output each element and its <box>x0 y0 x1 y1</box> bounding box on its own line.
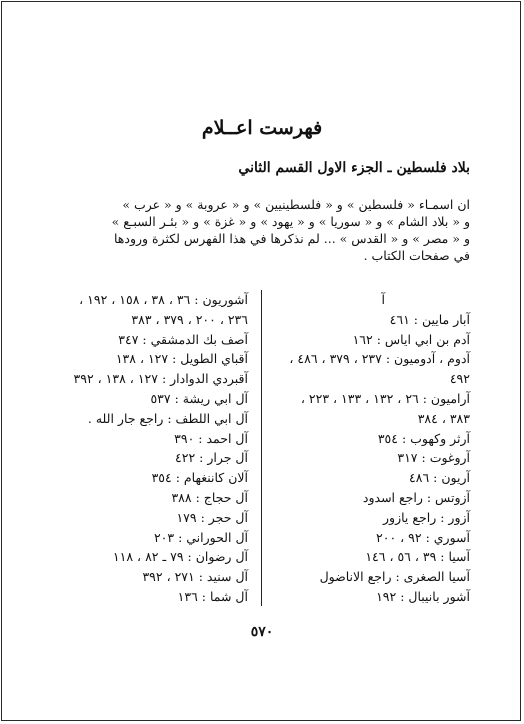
intro-line: و « بلاد الشام » و « سوريا » و « يهود » و « غزة » و « بئـر السبـع » <box>111 214 470 229</box>
index-entry: آل رضوان : ٧٩ ـ ٨٢ ، ١١٨ <box>112 549 248 565</box>
page-number: ٥٧٠ <box>250 624 274 640</box>
index-entry: آشور بانيبال : ١٩٢ <box>376 588 470 604</box>
index-entry: آدوم ، آدوميون : ٢٣٧ ، ٣٧٩ ، ٤٨٦ ، <box>289 351 470 367</box>
index-entry: ٤٩٢ <box>449 371 470 387</box>
index-entry: آريون : ٤٨٦ <box>409 470 470 486</box>
index-entry: آل احمد : ٣٩٠ <box>174 430 248 446</box>
index-entry: آروغوت : ٣١٧ <box>397 450 470 466</box>
index-entry: آل سنيد : ٢٧١ ، ٣٩٢ <box>142 569 248 585</box>
index-entry: ٣٨٣ ، ٣٨٤ <box>417 410 470 426</box>
index-entry: آبار مايين : ٤٦١ <box>389 311 470 327</box>
index-entry: آل الحوراني : ٢٠٣ <box>153 529 248 545</box>
index-entry: آرثر وكهوب : ٣٥٤ <box>377 430 470 446</box>
index-entry: آسوري : ٩٢ ، ٢٠٠ <box>376 529 470 545</box>
index-column-right <box>270 290 470 607</box>
index-entry: آلان كاننغهام : ٣٥٤ <box>151 470 248 486</box>
page-title: فهرست اعــلام <box>201 117 323 139</box>
index-entry: آشوريون : ٣٦ ، ٣٨ ، ١٥٨ ، ١٩٢ ، <box>79 292 248 307</box>
intro-paragraph <box>54 196 470 264</box>
index-entry: آسيا : ٣٩ ، ٥٦ ، ١٤٦ <box>365 549 470 565</box>
index-entry: آقبردي الدوادار : ١٢٧ ، ١٣٨ ، ٣٩٢ <box>73 371 248 387</box>
index-entry: ٢٣٦ ، ٢٠٠ ، ٣٧٩ ، ٣٨٣ <box>131 311 248 327</box>
index-entry: آل جرار : ٤٢٢ <box>175 450 248 466</box>
index-entry: آزوتس : راجع اسدود <box>362 489 470 505</box>
index-entry: آسيا الصغرى : راجع الاناضول <box>319 569 470 585</box>
index-entry: آقباي الطويل : ١٢٧ ، ١٣٨ <box>115 351 248 367</box>
index-entry: آدم بن ابي اياس : ١٦٢ <box>352 331 470 347</box>
intro-line: في صفحات الكتاب . <box>363 248 470 263</box>
intro-line: و « مصر » و « القدس » ... لم نذكرها في هذا الفهرس لكثرة ورودها <box>113 231 470 246</box>
index-entry: آراميون : ٢٦ ، ١٣٢ ، ١٣٣ ، ٢٢٣ ، <box>300 390 470 406</box>
index-entry: آل ابي ريشة : ٥٣٧ <box>150 390 248 406</box>
section-letter: آ <box>381 292 385 307</box>
index-entry: آزور : راجع يازور <box>383 509 470 525</box>
index-entry: آل ابي اللطف : راجع جار الله . <box>87 410 248 426</box>
intro-line: ان اسمـاء « فلسطين » و « فلسطينيين » و « عروبة » و « عرب » <box>122 197 470 212</box>
column-divider <box>261 290 262 606</box>
index-entry: آل حجر : ١٧٩ <box>176 509 248 525</box>
index-entry: آل حجاج : ٣٨٨ <box>171 489 248 505</box>
index-column-left <box>34 290 248 607</box>
index-entry: آل شما : ١٣٦ <box>177 588 248 604</box>
index-entry: آصف بك الدمشقي : ٣٤٧ <box>118 331 248 347</box>
section-subtitle: بلاد فلسطين ـ الجزء الاول القسم الثاني <box>238 160 470 176</box>
